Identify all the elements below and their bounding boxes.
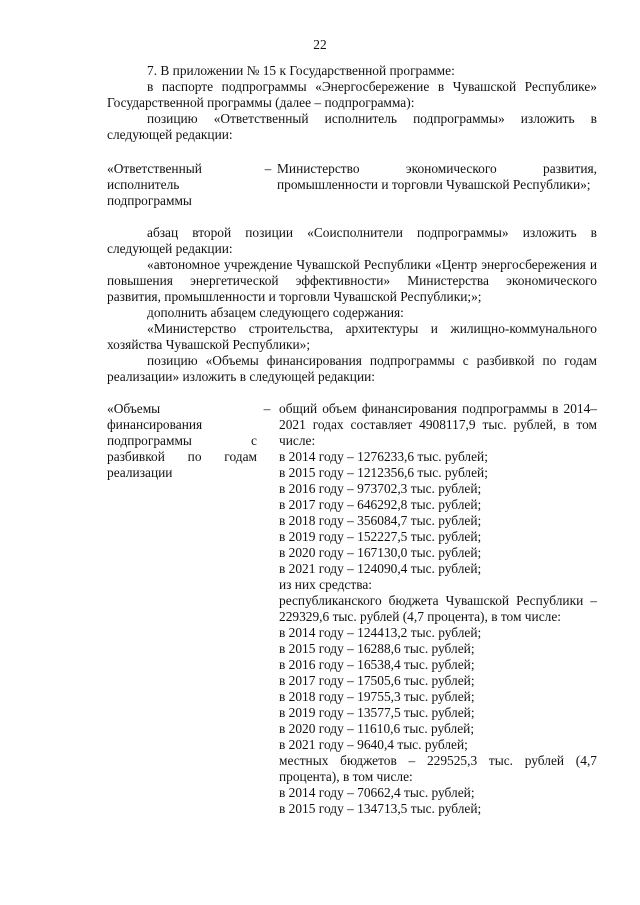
- financing-line: общий объем финансирования подпрограммы в 2014–2021 годах составляет 4908117,9 тыс. рублей, в том числе:: [279, 401, 597, 448]
- body-paragraph: «Министерство строительства, архитектуры и жилищно-коммунального хозяйства Чувашской Республики»;: [107, 321, 597, 352]
- page-number: 22: [313, 37, 327, 52]
- document-body: [107, 63, 597, 817]
- financing-line: в 2018 году – 356084,7 тыс. рублей;: [279, 513, 482, 528]
- financing-line: в 2014 году – 1276233,6 тыс. рублей;: [279, 449, 488, 464]
- financing-line: в 2020 году – 167130,0 тыс. рублей;: [279, 545, 482, 560]
- financing-line: из них средства:: [279, 577, 373, 592]
- financing-line: в 2015 году – 134713,5 тыс. рублей;: [279, 801, 482, 816]
- financing-line: республиканского бюджета Чувашской Республики – 229329,6 тыс. рублей (4,7 процента), в том числе:: [279, 593, 597, 624]
- financing-line: в 2020 году – 11610,6 тыс. рублей;: [279, 721, 475, 736]
- financing-line: местных бюджетов – 229525,3 тыс. рублей (4,7 процента), в том числе:: [279, 753, 597, 784]
- financing-line: в 2014 году – 70662,4 тыс. рублей;: [279, 785, 475, 800]
- financing-line: в 2021 году – 124090,4 тыс. рублей;: [279, 561, 482, 576]
- financing-line: в 2019 году – 152227,5 тыс. рублей;: [279, 529, 482, 544]
- position-label: «Объемы финансирования подпрограммы с разбивкой по годам реализации: [107, 401, 257, 480]
- financing-line: в 2015 году – 16288,6 тыс. рублей;: [279, 641, 475, 656]
- intro-paragraph: позицию «Ответственный исполнитель подпрограммы» изложить в следующей редакции:: [107, 111, 597, 142]
- financing-lines: [277, 401, 597, 817]
- financing-line: в 2017 году – 17505,6 тыс. рублей;: [279, 673, 475, 688]
- intro-paragraph: в паспорте подпрограммы «Энергосбережение в Чувашской Республике» Государственной программы (далее – подпрограмма):: [107, 79, 597, 110]
- intro-paragraph: 7. В приложении № 15 к Государственной программе:: [147, 63, 455, 78]
- financing-line: в 2014 году – 124413,2 тыс. рублей;: [279, 625, 482, 640]
- financing-line: в 2021 году – 9640,4 тыс. рублей;: [279, 737, 468, 752]
- position-dash: –: [263, 401, 271, 416]
- position-dash: –: [264, 161, 272, 176]
- body-paragraph: абзац второй позиции «Соисполнители подпрограммы» изложить в следующей редакции:: [107, 225, 597, 256]
- financing-line: в 2018 году – 19755,3 тыс. рублей;: [279, 689, 475, 704]
- position-financing: [107, 401, 597, 817]
- financing-line: в 2017 году – 646292,8 тыс. рублей;: [279, 497, 482, 512]
- body-paragraph: дополнить абзацем следующего содержания:: [147, 305, 404, 320]
- body-paragraph: позицию «Объемы финансирования подпрограммы с разбивкой по годам реализации» изложить в следующей редакции:: [107, 353, 597, 384]
- financing-line: в 2016 году – 973702,3 тыс. рублей;: [279, 481, 482, 496]
- position-value: Министерство экономического развития, промышленности и торговли Чувашской Республики»;: [277, 161, 597, 192]
- financing-line: в 2019 году – 13577,5 тыс. рублей;: [279, 705, 475, 720]
- position-label: «Ответственный исполнитель подпрограммы: [107, 161, 202, 208]
- body-paragraph: «автономное учреждение Чувашской Республики «Центр энергосбережения и повышения энергетической эффективности» Министерства экономического развития, промышленности и торговли Чувашской Республики;»;: [107, 257, 597, 304]
- position-responsible-executor: [107, 161, 597, 209]
- financing-line: в 2015 году – 1212356,6 тыс. рублей;: [279, 465, 488, 480]
- financing-line: в 2016 году – 16538,4 тыс. рублей;: [279, 657, 475, 672]
